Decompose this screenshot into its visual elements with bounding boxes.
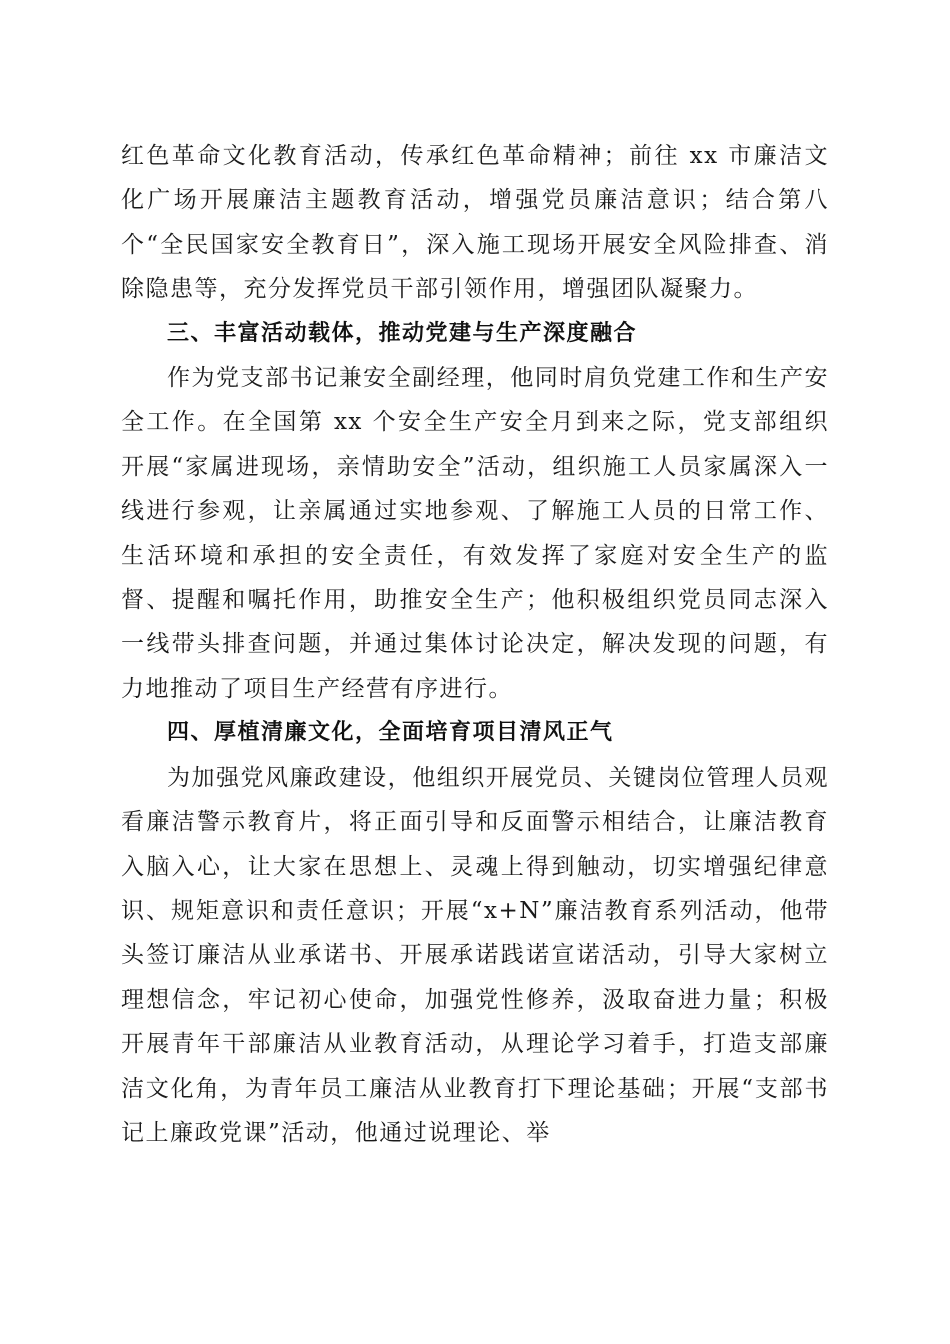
- continued-paragraph: 红色革命文化教育活动，传承红色革命精神；前往 xx 市廉洁文化广场开展廉洁主题教育活动，增强党员廉洁意识；结合第八个“全民国家安全教育日”，深入施工现场开展安全风险排查、消除隐患等，充分发挥党员干部引领作用，增强团队凝聚力。: [121, 143, 829, 303]
- section-3-heading: 三、丰富活动载体，推动党建与生产深度融合: [167, 320, 638, 346]
- section-4-paragraph: 为加强党风廉政建设，他组织开展党员、关键岗位管理人员观看廉洁警示教育片，将正面引导和反面警示相结合，让廉洁教育入脑入心，让大家在思想上、灵魂上得到触动，切实增强纪律意识、规矩意识和责任意识；开展“x+N”廉洁教育系列活动，他带头签订廉洁从业承诺书、开展承诺践诺宣诺活动，引导大家树立理想信念，牢记初心使命，加强党性修养，汲取奋进力量；积极开展青年干部廉洁从业教育活动，从理论学习着手，打造支部廉洁文化角，为青年员工廉洁从业教育打下理论基础；开展“支部书记上廉政党课”活动，他通过说理论、举: [121, 764, 829, 1146]
- document-body: [121, 134, 829, 1155]
- section-3-paragraph: 作为党支部书记兼安全副经理，他同时肩负党建工作和生产安全工作。在全国第 xx 个安全生产安全月到来之际，党支部组织开展“家属进现场，亲情助安全”活动，组织施工人员家属深入一线进行参观，让亲属通过实地参观、了解施工人员的日常工作、生活环境和承担的安全责任，有效发挥了家庭对安全生产的监督、提醒和嘱托作用，助推安全生产；他积极组织党员同志深入一线带头排查问题，并通过集体讨论决定，解决发现的问题，有力地推动了项目生产经营有序进行。: [121, 365, 829, 702]
- section-4-heading: 四、厚植清廉文化，全面培育项目清风正气: [167, 720, 614, 746]
